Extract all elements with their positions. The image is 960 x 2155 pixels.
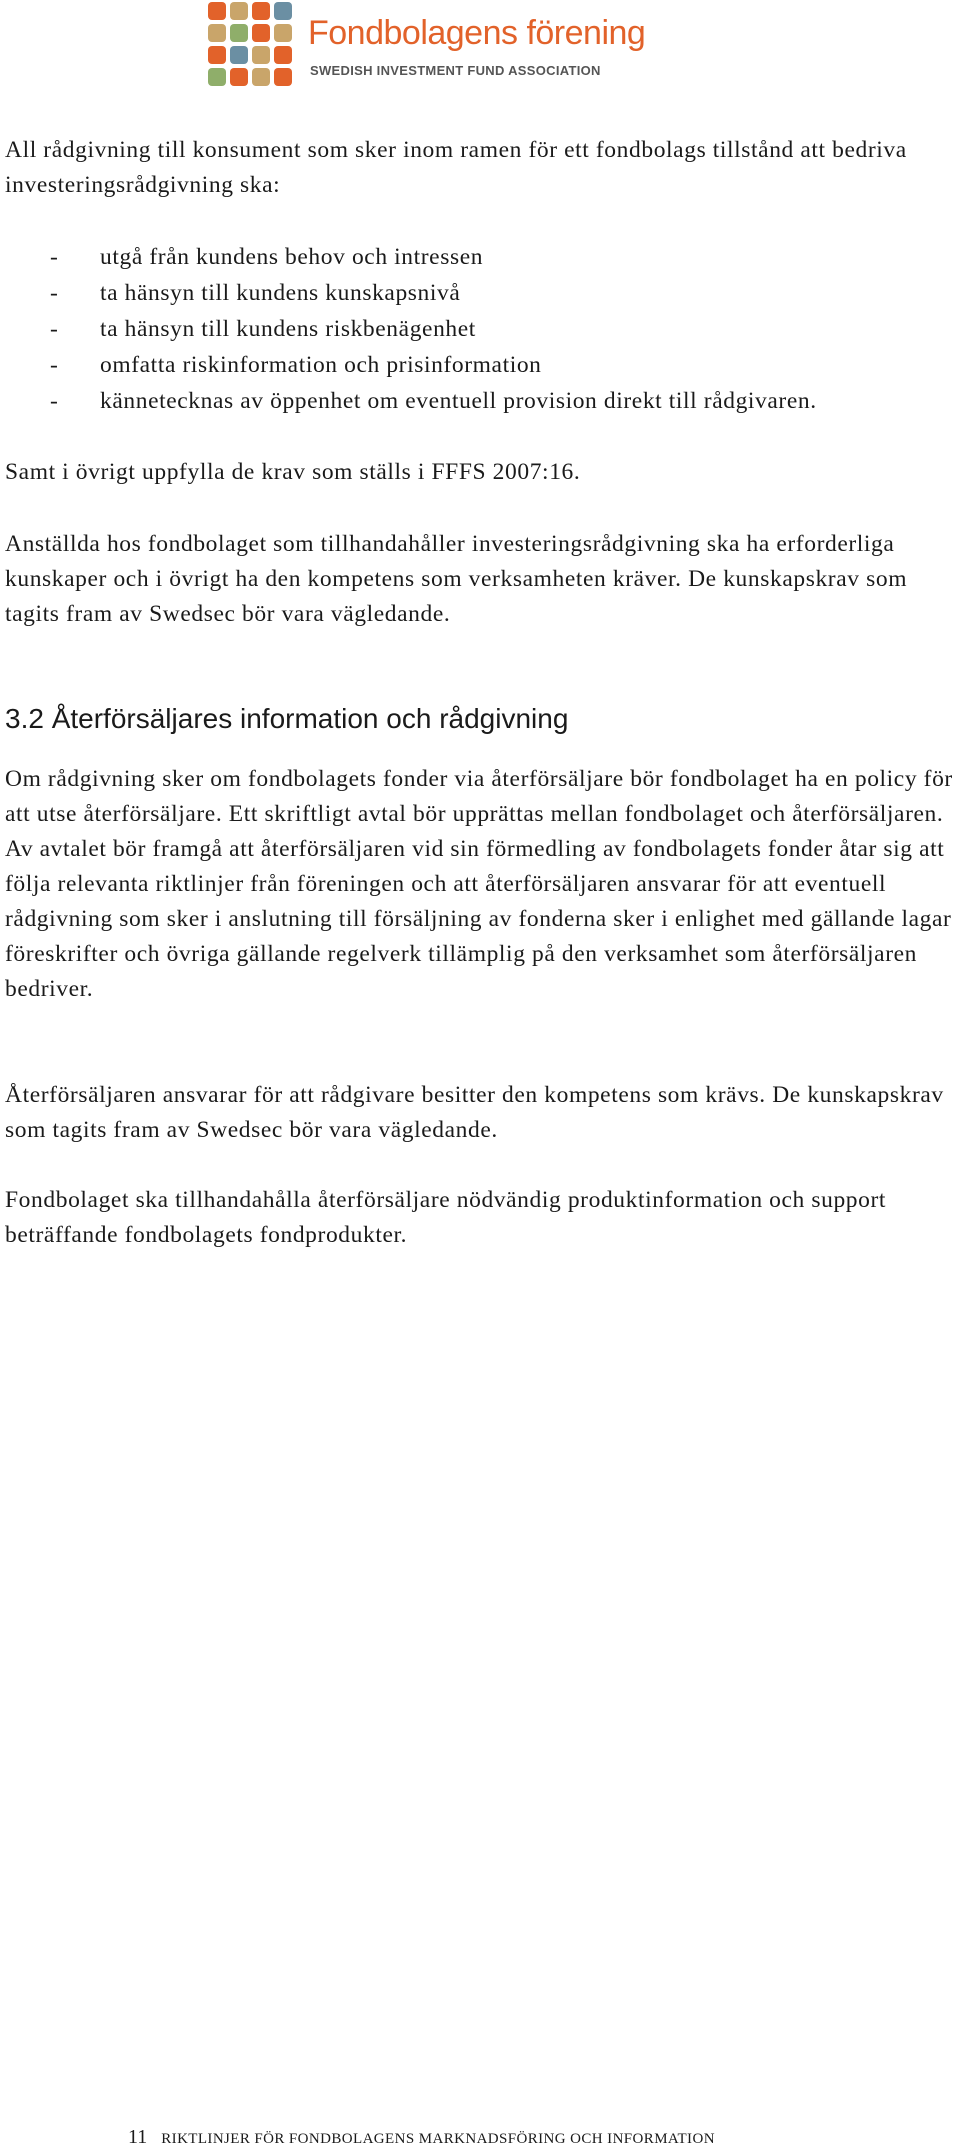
list-item bbox=[0, 275, 960, 311]
logo-square bbox=[230, 46, 248, 64]
bullet-dash: - bbox=[50, 388, 59, 414]
logo-square bbox=[230, 68, 248, 86]
association-logo bbox=[208, 2, 646, 90]
product-information-paragraph: Fondbolaget ska tillhandahålla återförsäljare nödvändig produktinformation och support beträffande fondbolagets fondprodukter. bbox=[5, 1187, 887, 1248]
list-item bbox=[0, 311, 960, 347]
intro-paragraph: All rådgivning till konsument som sker inom ramen för ett fondbolags tillstånd att bedriva investeringsrådgivning ska: bbox=[5, 137, 907, 198]
requirements-list bbox=[0, 239, 960, 419]
bullet-dash: - bbox=[50, 280, 59, 306]
logo-square-grid-icon bbox=[208, 2, 298, 88]
list-item bbox=[0, 347, 960, 383]
logo-name: Fondbolagens förening bbox=[308, 14, 646, 52]
logo-square bbox=[230, 24, 248, 42]
reseller-paragraph: Om rådgivning sker om fondbolagets fonder via återförsäljare bör fondbolaget ha en policy för att utse återförsäljare. Ett skriftligt avtal bör upprättas mellan fondbolaget och återförsäljaren. Av avtalet bör framgå att återförsäljaren vid sin förmedling av fondbolagets fonder åtar sig att följa relevanta riktlinjer från föreningen och att återförsäljaren ansvarar för att eventuell rådgivning som sker i anslutning till försäljning av fonderna sker i enlighet med gällande lagar föreskrifter och övriga gällande regelverk tillämplig på den verksamhet som återförsäljaren bedriver. bbox=[5, 766, 953, 1002]
bullet-dash: - bbox=[50, 352, 59, 378]
logo-square bbox=[208, 68, 226, 86]
logo-square bbox=[208, 2, 226, 20]
bullet-text: utgå från kundens behov och intressen bbox=[100, 244, 484, 270]
logo-square bbox=[208, 46, 226, 64]
logo-subtitle: SWEDISH INVESTMENT FUND ASSOCIATION bbox=[310, 63, 601, 78]
logo-square bbox=[252, 46, 270, 64]
logo-square bbox=[274, 24, 292, 42]
logo-square bbox=[274, 2, 292, 20]
staff-competence-paragraph: Anställda hos fondbolaget som tillhandahåller investeringsrådgivning ska ha erforderliga kunskaper och i övrigt ha den kompetens som verksamheten kräver. De kunskapskrav som tagits fram av Swedsec bör vara vägledande. bbox=[5, 531, 908, 627]
logo-square bbox=[252, 24, 270, 42]
bullet-text: ta hänsyn till kundens kunskapsnivå bbox=[100, 280, 461, 306]
logo-square bbox=[274, 46, 292, 64]
reseller-competence-paragraph: Återförsäljaren ansvarar för att rådgivare besitter den kompetens som krävs. De kunskapskrav som tagits fram av Swedsec bör vara vägledande. bbox=[5, 1082, 944, 1143]
logo-square bbox=[252, 68, 270, 86]
bullet-text: ta hänsyn till kundens riskbenägenhet bbox=[100, 316, 476, 342]
logo-square bbox=[274, 68, 292, 86]
bullet-dash: - bbox=[50, 244, 59, 270]
logo-square bbox=[230, 2, 248, 20]
list-item bbox=[0, 383, 960, 419]
section-heading: 3.2 Återförsäljares information och rådgivning bbox=[5, 703, 569, 734]
list-item bbox=[0, 239, 960, 275]
footer-title: RIKTLINJER FÖR FONDBOLAGENS MARKNADSFÖRING OCH INFORMATION bbox=[161, 2131, 715, 2147]
ffs-paragraph: Samt i övrigt uppfylla de krav som ställs i FFFS 2007:16. bbox=[5, 459, 581, 485]
bullet-text: kännetecknas av öppenhet om eventuell provision direkt till rådgivaren. bbox=[100, 388, 817, 414]
page-footer bbox=[128, 2124, 715, 2152]
logo-square bbox=[252, 2, 270, 20]
bullet-dash: - bbox=[50, 316, 59, 342]
logo-square bbox=[208, 24, 226, 42]
page-number: 11 bbox=[128, 2126, 148, 2148]
bullet-text: omfatta riskinformation och prisinformation bbox=[100, 352, 542, 378]
